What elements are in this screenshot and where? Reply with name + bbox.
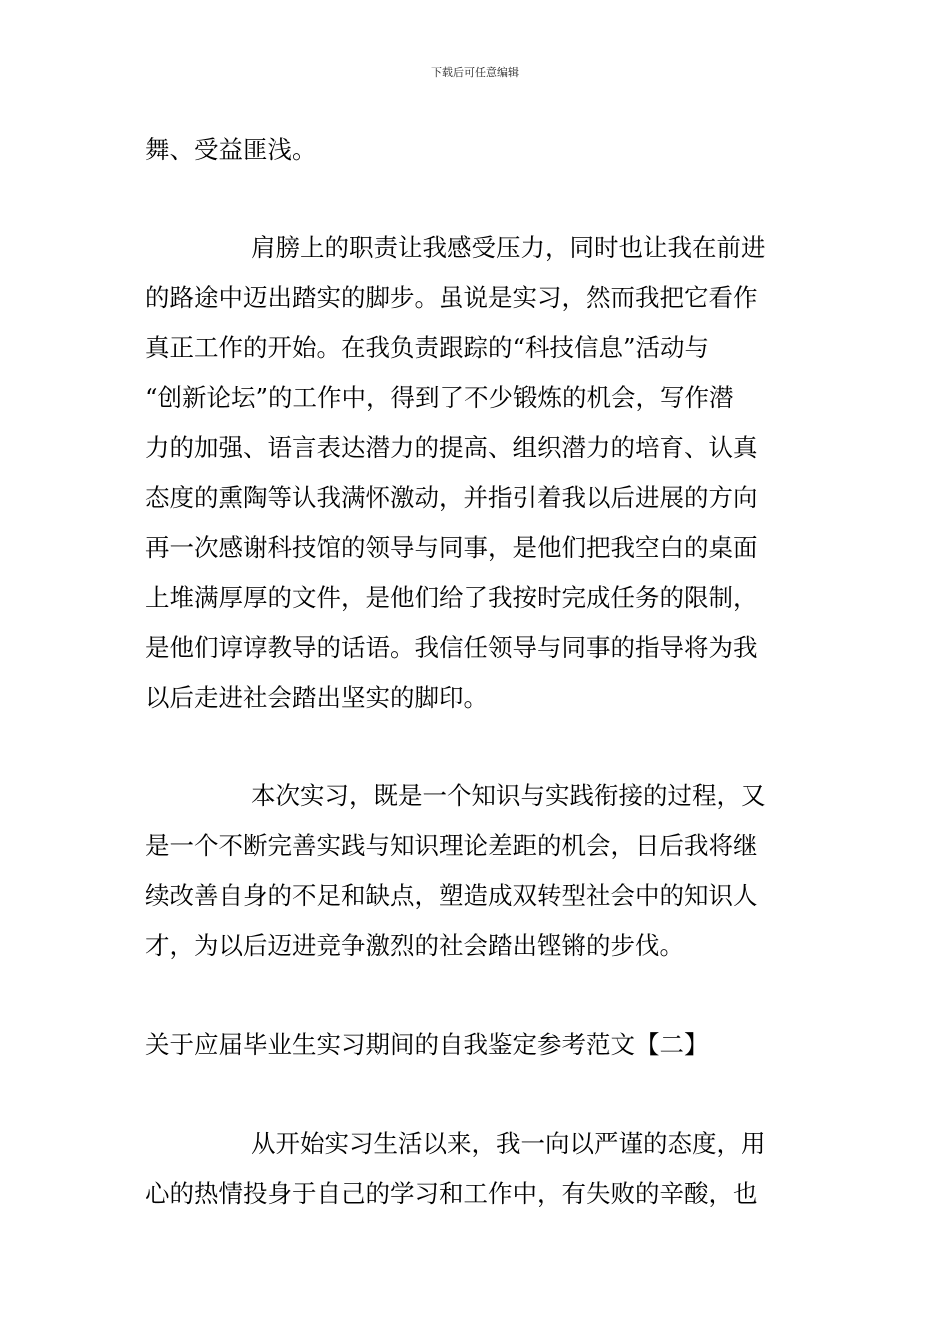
paragraph-2-line-6: 态度的熏陶等认我满怀激动，并指引着我以后进展的方向 <box>145 483 758 512</box>
paragraph-2-line-2: 的路途中迈出踏实的脚步。虽说是实习，然而我把它看作 <box>145 283 758 312</box>
paragraph-2-line-10: 以后走进社会踏出坚实的脚印。 <box>145 683 488 712</box>
paragraph-2-line-3: 真正工作的开始。在我负责跟踪的“科技信息”活动与 <box>145 333 710 362</box>
paragraph-5-line-1: 从开始实习生活以来，我一向以严谨的态度，用 <box>251 1129 766 1158</box>
paragraph-2-line-1: 肩膀上的职责让我感受压力，同时也让我在前进 <box>251 233 766 262</box>
page-header: 下载后可任意编辑 <box>431 66 519 79</box>
paragraph-2-line-8: 上堆满厚厚的文件，是他们给了我按时完成任务的限制， <box>145 583 758 612</box>
paragraph-3-line-2: 是一个不断完善实践与知识理论差距的机会，日后我将继 <box>145 831 758 860</box>
paragraph-2-line-9: 是他们谆谆教导的话语。我信任领导与同事的指导将为我 <box>145 633 758 662</box>
paragraph-5-line-2: 心的热情投身于自己的学习和工作中，有失败的辛酸，也 <box>145 1179 758 1208</box>
paragraph-3-line-1: 本次实习，既是一个知识与实践衔接的过程，又 <box>251 781 766 810</box>
paragraph-2-line-5: 力的加强、语言表达潜力的提高、组织潜力的培育、认真 <box>145 433 758 462</box>
section-heading: 关于应届毕业生实习期间的自我鉴定参考范文【二】 <box>145 1030 709 1059</box>
paragraph-2-line-4: “创新论坛”的工作中，得到了不少锻炼的机会，写作潜 <box>145 383 734 412</box>
paragraph-2-line-7: 再一次感谢科技馆的领导与同事，是他们把我空白的桌面 <box>145 533 758 562</box>
paragraph-3-line-4: 才，为以后迈进竞争激烈的社会踏出铿锵的步伐。 <box>145 931 684 960</box>
paragraph-3-line-3: 续改善自身的不足和缺点，塑造成双转型社会中的知识人 <box>145 881 758 910</box>
paragraph-1-line-1: 舞、受益匪浅。 <box>145 135 317 164</box>
